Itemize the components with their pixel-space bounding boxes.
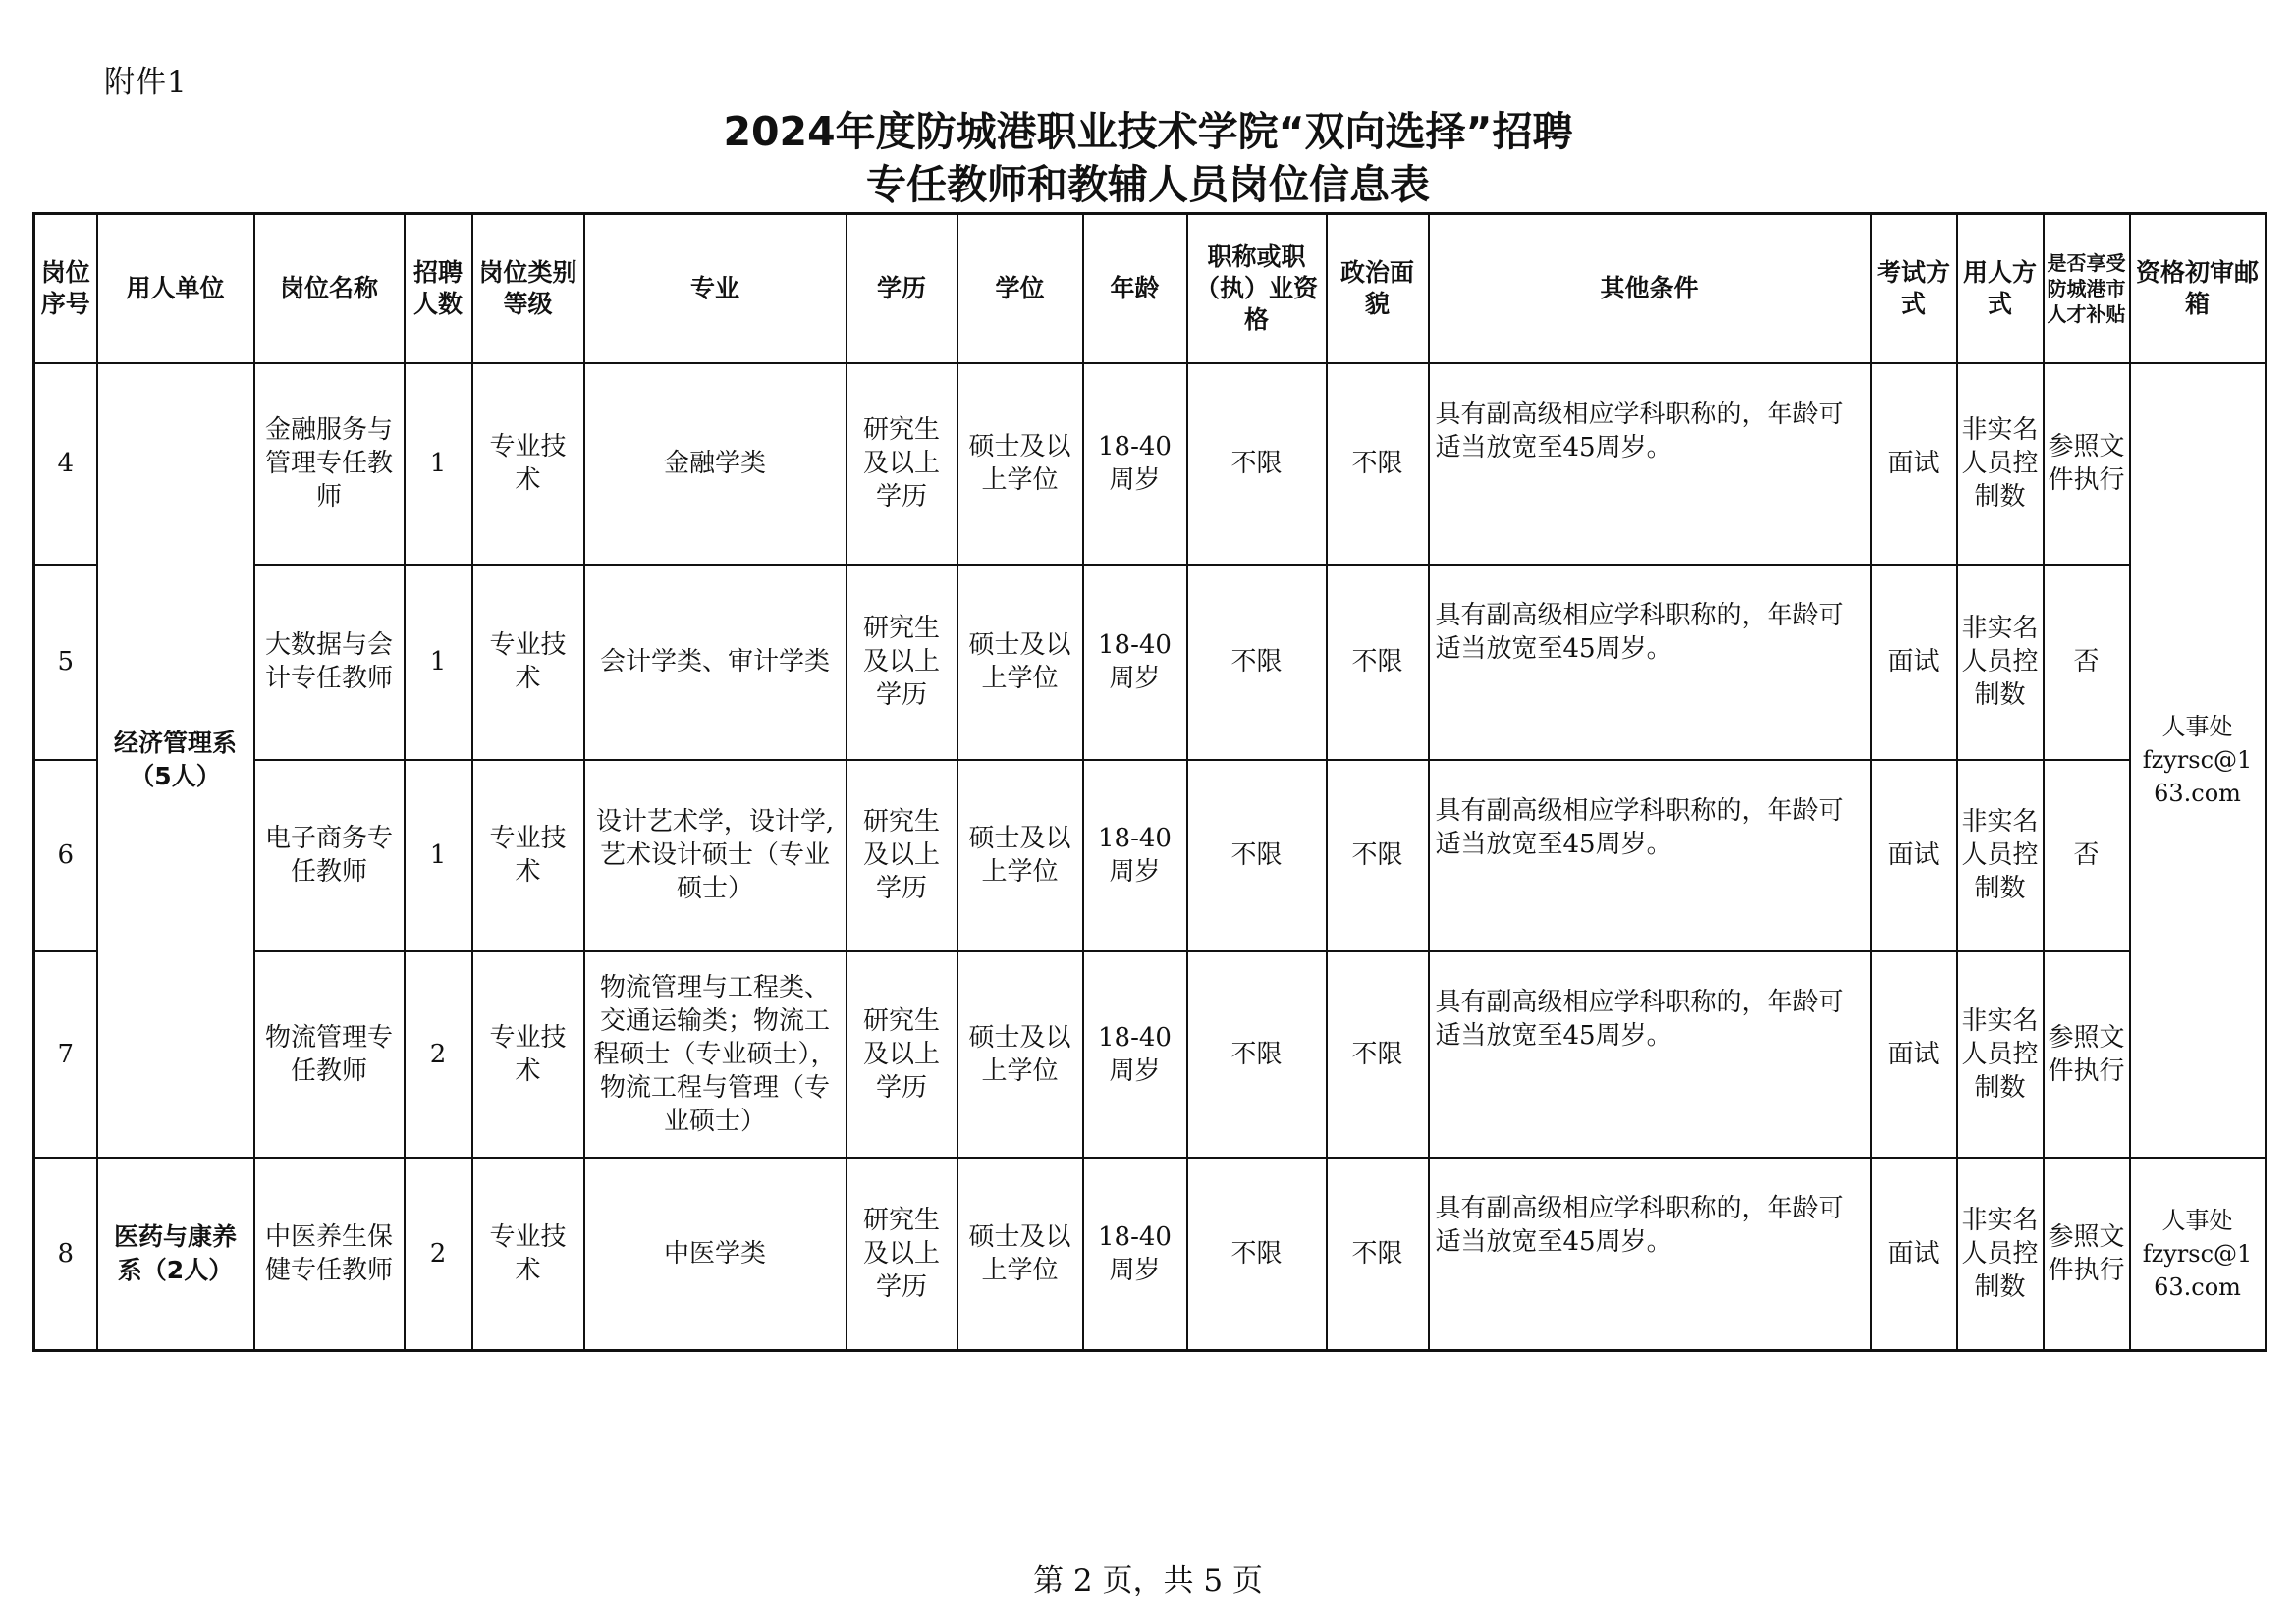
cell-age: 18-40周岁 bbox=[1083, 363, 1187, 565]
cell-post-name: 中医养生保健专任教师 bbox=[254, 1158, 405, 1351]
header-education: 学历 bbox=[847, 214, 957, 363]
cell-employment: 非实名人员控制数 bbox=[1957, 951, 2044, 1158]
cell-other: 具有副高级相应学科职称的，年龄可适当放宽至45周岁。 bbox=[1429, 1158, 1871, 1351]
cell-exam: 面试 bbox=[1871, 1158, 1957, 1351]
cell-seq: 6 bbox=[34, 760, 97, 951]
cell-category: 专业技术 bbox=[472, 565, 584, 760]
email-dept: 人事处 bbox=[2161, 1206, 2233, 1234]
cell-age: 18-40周岁 bbox=[1083, 951, 1187, 1158]
cell-qualification: 不限 bbox=[1187, 1158, 1327, 1351]
cell-email-economics bbox=[2130, 363, 2266, 1158]
cell-qualification: 不限 bbox=[1187, 951, 1327, 1158]
header-unit: 用人单位 bbox=[97, 214, 254, 363]
cell-degree: 硕士及以上学位 bbox=[957, 565, 1083, 760]
page-number-footer: 第 2 页，共 5 页 bbox=[1033, 1563, 1263, 1598]
cell-political: 不限 bbox=[1327, 363, 1429, 565]
cell-count: 1 bbox=[405, 760, 472, 951]
cell-employment: 非实名人员控制数 bbox=[1957, 1158, 2044, 1351]
cell-post-name: 电子商务专任教师 bbox=[254, 760, 405, 951]
cell-post-name: 金融服务与管理专任教师 bbox=[254, 363, 405, 565]
cell-employment: 非实名人员控制数 bbox=[1957, 760, 2044, 951]
cell-education: 研究生及以上学历 bbox=[847, 1158, 957, 1351]
cell-unit-economics: 经济管理系（5人） bbox=[97, 363, 254, 1158]
header-subsidy: 是否享受防城港市人才补贴 bbox=[2044, 214, 2130, 363]
cell-exam: 面试 bbox=[1871, 951, 1957, 1158]
cell-employment: 非实名人员控制数 bbox=[1957, 565, 2044, 760]
cell-other: 具有副高级相应学科职称的，年龄可适当放宽至45周岁。 bbox=[1429, 760, 1871, 951]
cell-education: 研究生及以上学历 bbox=[847, 565, 957, 760]
attachment-label: 附件1 bbox=[104, 65, 188, 100]
header-age: 年龄 bbox=[1083, 214, 1187, 363]
cell-other: 具有副高级相应学科职称的，年龄可适当放宽至45周岁。 bbox=[1429, 565, 1871, 760]
cell-major: 中医学类 bbox=[584, 1158, 847, 1351]
header-qualification: 职称或职（执）业资格 bbox=[1187, 214, 1327, 363]
cell-category: 专业技术 bbox=[472, 760, 584, 951]
cell-degree: 硕士及以上学位 bbox=[957, 1158, 1083, 1351]
header-exam: 考试方式 bbox=[1871, 214, 1957, 363]
header-email: 资格初审邮箱 bbox=[2130, 214, 2266, 363]
cell-category: 专业技术 bbox=[472, 363, 584, 565]
email-address: fzyrsc@163.com bbox=[2142, 1239, 2253, 1301]
cell-count: 2 bbox=[405, 1158, 472, 1351]
cell-subsidy: 参照文件执行 bbox=[2044, 363, 2130, 565]
cell-category: 专业技术 bbox=[472, 951, 584, 1158]
header-post-name: 岗位名称 bbox=[254, 214, 405, 363]
cell-seq: 4 bbox=[34, 363, 97, 565]
cell-seq: 5 bbox=[34, 565, 97, 760]
cell-qualification: 不限 bbox=[1187, 363, 1327, 565]
table-header-row bbox=[34, 214, 2266, 363]
cell-major: 设计艺术学，设计学,艺术设计硕士（专业硕士） bbox=[584, 760, 847, 951]
cell-other: 具有副高级相应学科职称的，年龄可适当放宽至45周岁。 bbox=[1429, 951, 1871, 1158]
header-degree: 学位 bbox=[957, 214, 1083, 363]
header-major: 专业 bbox=[584, 214, 847, 363]
cell-education: 研究生及以上学历 bbox=[847, 760, 957, 951]
cell-major: 会计学类、审计学类 bbox=[584, 565, 847, 760]
header-count: 招聘人数 bbox=[405, 214, 472, 363]
cell-other: 具有副高级相应学科职称的，年龄可适当放宽至45周岁。 bbox=[1429, 363, 1871, 565]
cell-age: 18-40周岁 bbox=[1083, 565, 1187, 760]
cell-subsidy: 否 bbox=[2044, 565, 2130, 760]
email-dept: 人事处 bbox=[2161, 713, 2233, 740]
cell-count: 1 bbox=[405, 363, 472, 565]
cell-email-medicine bbox=[2130, 1158, 2266, 1351]
table-row bbox=[34, 1158, 2266, 1351]
cell-category: 专业技术 bbox=[472, 1158, 584, 1351]
table-row bbox=[34, 760, 2266, 951]
cell-exam: 面试 bbox=[1871, 565, 1957, 760]
cell-unit-medicine: 医药与康养系（2人） bbox=[97, 1158, 254, 1351]
header-category: 岗位类别等级 bbox=[472, 214, 584, 363]
table-row bbox=[34, 565, 2266, 760]
header-seq: 岗位序号 bbox=[34, 214, 97, 363]
page-title: 2024年度防城港职业技术学院“双向选择”招聘 bbox=[723, 108, 1573, 155]
header-political: 政治面貌 bbox=[1327, 214, 1429, 363]
cell-subsidy: 否 bbox=[2044, 760, 2130, 951]
cell-major: 金融学类 bbox=[584, 363, 847, 565]
cell-age: 18-40周岁 bbox=[1083, 1158, 1187, 1351]
cell-degree: 硕士及以上学位 bbox=[957, 363, 1083, 565]
cell-degree: 硕士及以上学位 bbox=[957, 760, 1083, 951]
cell-exam: 面试 bbox=[1871, 363, 1957, 565]
cell-degree: 硕士及以上学位 bbox=[957, 951, 1083, 1158]
cell-age: 18-40周岁 bbox=[1083, 760, 1187, 951]
cell-political: 不限 bbox=[1327, 1158, 1429, 1351]
header-other: 其他条件 bbox=[1429, 214, 1871, 363]
cell-count: 1 bbox=[405, 565, 472, 760]
cell-post-name: 大数据与会计专任教师 bbox=[254, 565, 405, 760]
table-row bbox=[34, 951, 2266, 1158]
cell-political: 不限 bbox=[1327, 951, 1429, 1158]
cell-post-name: 物流管理专任教师 bbox=[254, 951, 405, 1158]
positions-table bbox=[32, 212, 2267, 1352]
header-employment: 用人方式 bbox=[1957, 214, 2044, 363]
cell-seq: 7 bbox=[34, 951, 97, 1158]
cell-qualification: 不限 bbox=[1187, 760, 1327, 951]
cell-count: 2 bbox=[405, 951, 472, 1158]
page-subtitle: 专任教师和教辅人员岗位信息表 bbox=[866, 161, 1430, 208]
cell-seq: 8 bbox=[34, 1158, 97, 1351]
cell-subsidy: 参照文件执行 bbox=[2044, 1158, 2130, 1351]
table-row bbox=[34, 363, 2266, 565]
cell-qualification: 不限 bbox=[1187, 565, 1327, 760]
cell-major: 物流管理与工程类、交通运输类；物流工程硕士（专业硕士），物流工程与管理（专业硕士） bbox=[584, 951, 847, 1158]
cell-political: 不限 bbox=[1327, 565, 1429, 760]
cell-education: 研究生及以上学历 bbox=[847, 363, 957, 565]
cell-subsidy: 参照文件执行 bbox=[2044, 951, 2130, 1158]
cell-employment: 非实名人员控制数 bbox=[1957, 363, 2044, 565]
cell-political: 不限 bbox=[1327, 760, 1429, 951]
cell-education: 研究生及以上学历 bbox=[847, 951, 957, 1158]
cell-exam: 面试 bbox=[1871, 760, 1957, 951]
email-address: fzyrsc@163.com bbox=[2142, 746, 2253, 807]
